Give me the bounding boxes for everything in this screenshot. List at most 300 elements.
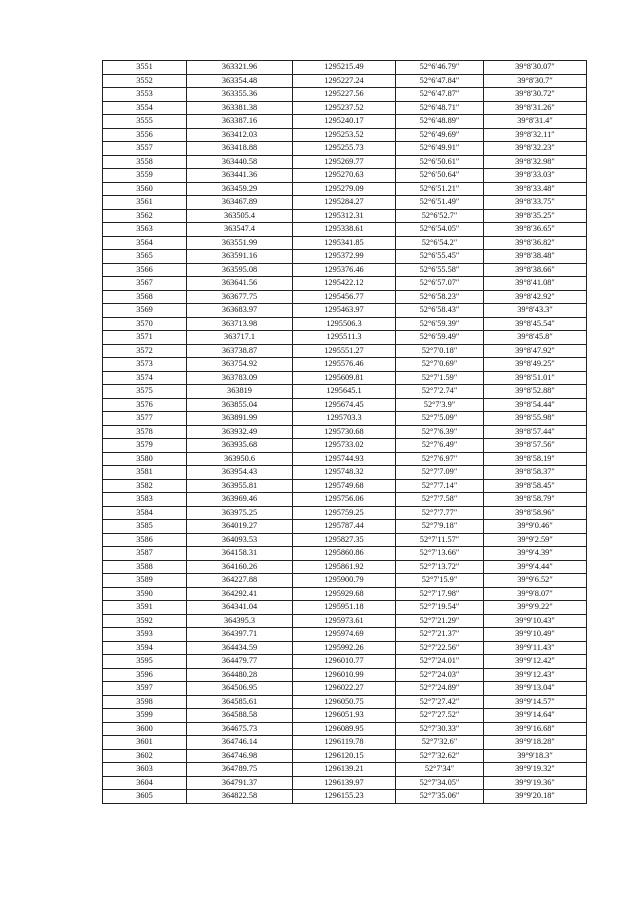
point-number-cell: 3592 [103,614,187,628]
y-coordinate-cell: 1295860.86 [293,547,396,561]
y-coordinate-cell: 1295511.3 [293,331,396,345]
point-number-cell: 3585 [103,520,187,534]
latitude-cell: 52°6′48.71″ [396,101,484,115]
y-coordinate-cell: 1295861.92 [293,560,396,574]
x-coordinate-cell: 363441.36 [187,169,293,183]
table-row [103,749,587,763]
table-row [103,317,587,331]
table-row [103,722,587,736]
latitude-cell: 52°7′34.05″ [396,776,484,790]
point-number-cell: 3575 [103,385,187,399]
point-number-cell: 3587 [103,547,187,561]
table-row [103,493,587,507]
latitude-cell: 52°7′22.56″ [396,641,484,655]
longitude-cell: 39°8′58.79″ [484,493,587,507]
table-row [103,115,587,129]
y-coordinate-cell: 1296155.23 [293,790,396,804]
y-coordinate-cell: 1295463.97 [293,304,396,318]
y-coordinate-cell: 1295992.26 [293,641,396,655]
point-number-cell: 3589 [103,574,187,588]
x-coordinate-cell: 364434.59 [187,641,293,655]
point-number-cell: 3594 [103,641,187,655]
longitude-cell: 39°8′45.54″ [484,317,587,331]
table-row [103,61,587,75]
latitude-cell: 52°6′46.79″ [396,61,484,75]
y-coordinate-cell: 1295744.93 [293,452,396,466]
point-number-cell: 3573 [103,358,187,372]
point-number-cell: 3566 [103,263,187,277]
y-coordinate-cell: 1295269.77 [293,155,396,169]
point-number-cell: 3604 [103,776,187,790]
point-number-cell: 3574 [103,371,187,385]
table-row [103,655,587,669]
table-row [103,425,587,439]
latitude-cell: 52°7′21.29″ [396,614,484,628]
x-coordinate-cell: 363355.36 [187,88,293,102]
latitude-cell: 52°7′6.39″ [396,425,484,439]
point-number-cell: 3603 [103,763,187,777]
longitude-cell: 39°8′32.11″ [484,128,587,142]
table-row [103,263,587,277]
y-coordinate-cell: 1296139.97 [293,776,396,790]
y-coordinate-cell: 1295900.79 [293,574,396,588]
longitude-cell: 39°8′31.26″ [484,101,587,115]
x-coordinate-cell: 363754.92 [187,358,293,372]
y-coordinate-cell: 1296089.95 [293,722,396,736]
y-coordinate-cell: 1295787.44 [293,520,396,534]
table-row [103,695,587,709]
table-row [103,412,587,426]
table-row [103,74,587,88]
latitude-cell: 52°6′50.64″ [396,169,484,183]
x-coordinate-cell: 363381.38 [187,101,293,115]
table-row [103,371,587,385]
point-number-cell: 3564 [103,236,187,250]
y-coordinate-cell: 1296010.77 [293,655,396,669]
point-number-cell: 3551 [103,61,187,75]
latitude-cell: 52°7′21.37″ [396,628,484,642]
latitude-cell: 52°7′3.9″ [396,398,484,412]
y-coordinate-cell: 1296051.93 [293,709,396,723]
point-number-cell: 3584 [103,506,187,520]
x-coordinate-cell: 364158.31 [187,547,293,561]
point-number-cell: 3572 [103,344,187,358]
y-coordinate-cell: 1295951.18 [293,601,396,615]
latitude-cell: 52°6′51.49″ [396,196,484,210]
coordinates-table-body [103,61,587,804]
table-row [103,668,587,682]
latitude-cell: 52°7′35.06″ [396,790,484,804]
table-row [103,196,587,210]
y-coordinate-cell: 1295703.3 [293,412,396,426]
y-coordinate-cell: 1295279.09 [293,182,396,196]
longitude-cell: 39°8′47.92″ [484,344,587,358]
longitude-cell: 39°8′51.01″ [484,371,587,385]
latitude-cell: 52°7′0.18″ [396,344,484,358]
point-number-cell: 3571 [103,331,187,345]
table-row [103,533,587,547]
longitude-cell: 39°8′38.48″ [484,250,587,264]
point-number-cell: 3560 [103,182,187,196]
point-number-cell: 3579 [103,439,187,453]
y-coordinate-cell: 1295551.27 [293,344,396,358]
point-number-cell: 3567 [103,277,187,291]
y-coordinate-cell: 1295759.25 [293,506,396,520]
table-row [103,290,587,304]
longitude-cell: 39°8′32.98″ [484,155,587,169]
longitude-cell: 39°9′18.28″ [484,736,587,750]
longitude-cell: 39°8′33.48″ [484,182,587,196]
table-row [103,614,587,628]
point-number-cell: 3582 [103,479,187,493]
point-number-cell: 3556 [103,128,187,142]
latitude-cell: 52°7′24.03″ [396,668,484,682]
point-number-cell: 3576 [103,398,187,412]
x-coordinate-cell: 363467.89 [187,196,293,210]
x-coordinate-cell: 363412.03 [187,128,293,142]
y-coordinate-cell: 1295730.68 [293,425,396,439]
x-coordinate-cell: 363855.04 [187,398,293,412]
x-coordinate-cell: 364746.98 [187,749,293,763]
latitude-cell: 52°6′57.07″ [396,277,484,291]
table-row [103,358,587,372]
x-coordinate-cell: 363950.6 [187,452,293,466]
longitude-cell: 39°8′33.03″ [484,169,587,183]
y-coordinate-cell: 1295609.81 [293,371,396,385]
point-number-cell: 3581 [103,466,187,480]
point-number-cell: 3570 [103,317,187,331]
x-coordinate-cell: 364292.41 [187,587,293,601]
point-number-cell: 3601 [103,736,187,750]
latitude-cell: 52°7′27.42″ [396,695,484,709]
longitude-cell: 39°8′58.96″ [484,506,587,520]
x-coordinate-cell: 364093.53 [187,533,293,547]
x-coordinate-cell: 364160.26 [187,560,293,574]
point-number-cell: 3568 [103,290,187,304]
y-coordinate-cell: 1295974.69 [293,628,396,642]
y-coordinate-cell: 1295506.3 [293,317,396,331]
x-coordinate-cell: 363717.1 [187,331,293,345]
x-coordinate-cell: 363975.25 [187,506,293,520]
latitude-cell: 52°7′15.9″ [396,574,484,588]
table-row [103,169,587,183]
table-row [103,790,587,804]
y-coordinate-cell: 1296120.15 [293,749,396,763]
point-number-cell: 3563 [103,223,187,237]
table-row [103,209,587,223]
latitude-cell: 52°7′27.52″ [396,709,484,723]
table-row [103,709,587,723]
coordinates-table [102,60,587,804]
latitude-cell: 52°7′5.09″ [396,412,484,426]
longitude-cell: 39°9′4.44″ [484,560,587,574]
latitude-cell: 52°7′7.09″ [396,466,484,480]
longitude-cell: 39°9′14.64″ [484,709,587,723]
table-row [103,155,587,169]
point-number-cell: 3599 [103,709,187,723]
x-coordinate-cell: 363932.49 [187,425,293,439]
y-coordinate-cell: 1295215.49 [293,61,396,75]
x-coordinate-cell: 363440.58 [187,155,293,169]
point-number-cell: 3605 [103,790,187,804]
x-coordinate-cell: 364506.95 [187,682,293,696]
latitude-cell: 52°6′47.87″ [396,88,484,102]
longitude-cell: 39°8′32.23″ [484,142,587,156]
x-coordinate-cell: 364675.73 [187,722,293,736]
latitude-cell: 52°7′19.54″ [396,601,484,615]
x-coordinate-cell: 364019.27 [187,520,293,534]
point-number-cell: 3562 [103,209,187,223]
x-coordinate-cell: 363387.16 [187,115,293,129]
x-coordinate-cell: 363891.99 [187,412,293,426]
point-number-cell: 3595 [103,655,187,669]
table-row [103,682,587,696]
longitude-cell: 39°9′14.57″ [484,695,587,709]
table-row [103,574,587,588]
x-coordinate-cell: 363595.08 [187,263,293,277]
latitude-cell: 52°6′50.61″ [396,155,484,169]
table-row [103,547,587,561]
longitude-cell: 39°8′36.65″ [484,223,587,237]
table-row [103,223,587,237]
table-row [103,128,587,142]
x-coordinate-cell: 364395.3 [187,614,293,628]
point-number-cell: 3596 [103,668,187,682]
latitude-cell: 52°7′9.18″ [396,520,484,534]
table-row [103,587,587,601]
point-number-cell: 3602 [103,749,187,763]
latitude-cell: 52°7′24.89″ [396,682,484,696]
table-row [103,601,587,615]
y-coordinate-cell: 1296119.78 [293,736,396,750]
x-coordinate-cell: 363591.16 [187,250,293,264]
table-row [103,344,587,358]
longitude-cell: 39°8′30.72″ [484,88,587,102]
latitude-cell: 52°7′32.62″ [396,749,484,763]
table-row [103,277,587,291]
y-coordinate-cell: 1295227.56 [293,88,396,102]
x-coordinate-cell: 363459.29 [187,182,293,196]
y-coordinate-cell: 1295341.85 [293,236,396,250]
y-coordinate-cell: 1295270.63 [293,169,396,183]
x-coordinate-cell: 364479.77 [187,655,293,669]
y-coordinate-cell: 1295756.06 [293,493,396,507]
table-row [103,560,587,574]
longitude-cell: 39°9′19.32″ [484,763,587,777]
table-row [103,101,587,115]
table-row [103,520,587,534]
latitude-cell: 52°7′6.97″ [396,452,484,466]
x-coordinate-cell: 363547.4 [187,223,293,237]
y-coordinate-cell: 1295240.17 [293,115,396,129]
table-row [103,506,587,520]
longitude-cell: 39°8′30.7″ [484,74,587,88]
y-coordinate-cell: 1295372.99 [293,250,396,264]
point-number-cell: 3588 [103,560,187,574]
x-coordinate-cell: 363551.99 [187,236,293,250]
table-row [103,479,587,493]
y-coordinate-cell: 1295827.35 [293,533,396,547]
x-coordinate-cell: 364746.14 [187,736,293,750]
x-coordinate-cell: 364227.88 [187,574,293,588]
longitude-cell: 39°8′58.37″ [484,466,587,480]
x-coordinate-cell: 363677.75 [187,290,293,304]
longitude-cell: 39°8′45.8″ [484,331,587,345]
table-row [103,452,587,466]
longitude-cell: 39°8′57.44″ [484,425,587,439]
longitude-cell: 39°9′16.68″ [484,722,587,736]
longitude-cell: 39°9′18.3″ [484,749,587,763]
point-number-cell: 3577 [103,412,187,426]
point-number-cell: 3559 [103,169,187,183]
point-number-cell: 3578 [103,425,187,439]
latitude-cell: 52°6′52.7″ [396,209,484,223]
latitude-cell: 52°6′51.21″ [396,182,484,196]
longitude-cell: 39°9′12.43″ [484,668,587,682]
longitude-cell: 39°8′58.45″ [484,479,587,493]
longitude-cell: 39°9′10.49″ [484,628,587,642]
latitude-cell: 52°7′7.14″ [396,479,484,493]
longitude-cell: 39°9′19.36″ [484,776,587,790]
point-number-cell: 3586 [103,533,187,547]
table-row [103,385,587,399]
x-coordinate-cell: 363354.48 [187,74,293,88]
table-row [103,628,587,642]
latitude-cell: 52°7′24.01″ [396,655,484,669]
y-coordinate-cell: 1295227.24 [293,74,396,88]
latitude-cell: 52°7′17.98″ [396,587,484,601]
x-coordinate-cell: 363418.88 [187,142,293,156]
x-coordinate-cell: 364480.28 [187,668,293,682]
latitude-cell: 52°6′48.89″ [396,115,484,129]
latitude-cell: 52°6′58.23″ [396,290,484,304]
longitude-cell: 39°8′30.07″ [484,61,587,75]
latitude-cell: 52°7′6.49″ [396,439,484,453]
x-coordinate-cell: 363819 [187,385,293,399]
longitude-cell: 39°8′57.56″ [484,439,587,453]
point-number-cell: 3558 [103,155,187,169]
x-coordinate-cell: 364588.58 [187,709,293,723]
point-number-cell: 3590 [103,587,187,601]
point-number-cell: 3583 [103,493,187,507]
x-coordinate-cell: 363641.56 [187,277,293,291]
x-coordinate-cell: 363955.81 [187,479,293,493]
y-coordinate-cell: 1295973.61 [293,614,396,628]
longitude-cell: 39°9′20.18″ [484,790,587,804]
latitude-cell: 52°6′58.43″ [396,304,484,318]
point-number-cell: 3580 [103,452,187,466]
x-coordinate-cell: 363505.4 [187,209,293,223]
longitude-cell: 39°9′13.04″ [484,682,587,696]
point-number-cell: 3557 [103,142,187,156]
longitude-cell: 39°8′42.92″ [484,290,587,304]
table-row [103,398,587,412]
y-coordinate-cell: 1295929.68 [293,587,396,601]
longitude-cell: 39°9′10.43″ [484,614,587,628]
longitude-cell: 39°8′33.75″ [484,196,587,210]
longitude-cell: 39°8′36.82″ [484,236,587,250]
x-coordinate-cell: 363954.43 [187,466,293,480]
longitude-cell: 39°8′55.98″ [484,412,587,426]
point-number-cell: 3561 [103,196,187,210]
point-number-cell: 3569 [103,304,187,318]
point-number-cell: 3598 [103,695,187,709]
longitude-cell: 39°9′0.46″ [484,520,587,534]
y-coordinate-cell: 1296010.99 [293,668,396,682]
table-row [103,331,587,345]
longitude-cell: 39°9′9.22″ [484,601,587,615]
longitude-cell: 39°8′31.4″ [484,115,587,129]
x-coordinate-cell: 364789.75 [187,763,293,777]
point-number-cell: 3552 [103,74,187,88]
y-coordinate-cell: 1295255.73 [293,142,396,156]
table-row [103,776,587,790]
y-coordinate-cell: 1295748.32 [293,466,396,480]
latitude-cell: 52°6′54.05″ [396,223,484,237]
y-coordinate-cell: 1295237.52 [293,101,396,115]
x-coordinate-cell: 363321.96 [187,61,293,75]
longitude-cell: 39°8′43.3″ [484,304,587,318]
y-coordinate-cell: 1295749.68 [293,479,396,493]
point-number-cell: 3553 [103,88,187,102]
longitude-cell: 39°8′54.44″ [484,398,587,412]
point-number-cell: 3597 [103,682,187,696]
x-coordinate-cell: 363969.46 [187,493,293,507]
longitude-cell: 39°8′35.25″ [484,209,587,223]
y-coordinate-cell: 1296022.27 [293,682,396,696]
table-row [103,236,587,250]
longitude-cell: 39°9′4.39″ [484,547,587,561]
latitude-cell: 52°7′13.66″ [396,547,484,561]
y-coordinate-cell: 1295456.77 [293,290,396,304]
longitude-cell: 39°8′58.19″ [484,452,587,466]
latitude-cell: 52°6′54.2″ [396,236,484,250]
latitude-cell: 52°7′11.57″ [396,533,484,547]
point-number-cell: 3593 [103,628,187,642]
table-row [103,142,587,156]
x-coordinate-cell: 363738.87 [187,344,293,358]
x-coordinate-cell: 363935.68 [187,439,293,453]
longitude-cell: 39°9′8.07″ [484,587,587,601]
latitude-cell: 52°7′34″ [396,763,484,777]
y-coordinate-cell: 1296139.21 [293,763,396,777]
latitude-cell: 52°7′13.72″ [396,560,484,574]
latitude-cell: 52°7′2.74″ [396,385,484,399]
latitude-cell: 52°6′47.84″ [396,74,484,88]
longitude-cell: 39°9′6.52″ [484,574,587,588]
longitude-cell: 39°8′38.66″ [484,263,587,277]
latitude-cell: 52°7′30.33″ [396,722,484,736]
x-coordinate-cell: 363713.98 [187,317,293,331]
table-row [103,250,587,264]
latitude-cell: 52°7′0.69″ [396,358,484,372]
latitude-cell: 52°6′59.39″ [396,317,484,331]
x-coordinate-cell: 364791.37 [187,776,293,790]
latitude-cell: 52°7′7.77″ [396,506,484,520]
y-coordinate-cell: 1295338.61 [293,223,396,237]
x-coordinate-cell: 364341.04 [187,601,293,615]
table-row [103,88,587,102]
longitude-cell: 39°9′2.59″ [484,533,587,547]
latitude-cell: 52°7′7.58″ [396,493,484,507]
y-coordinate-cell: 1295376.46 [293,263,396,277]
y-coordinate-cell: 1295312.31 [293,209,396,223]
latitude-cell: 52°6′55.45″ [396,250,484,264]
latitude-cell: 52°6′49.69″ [396,128,484,142]
y-coordinate-cell: 1295284.27 [293,196,396,210]
table-row [103,182,587,196]
latitude-cell: 52°7′32.6″ [396,736,484,750]
